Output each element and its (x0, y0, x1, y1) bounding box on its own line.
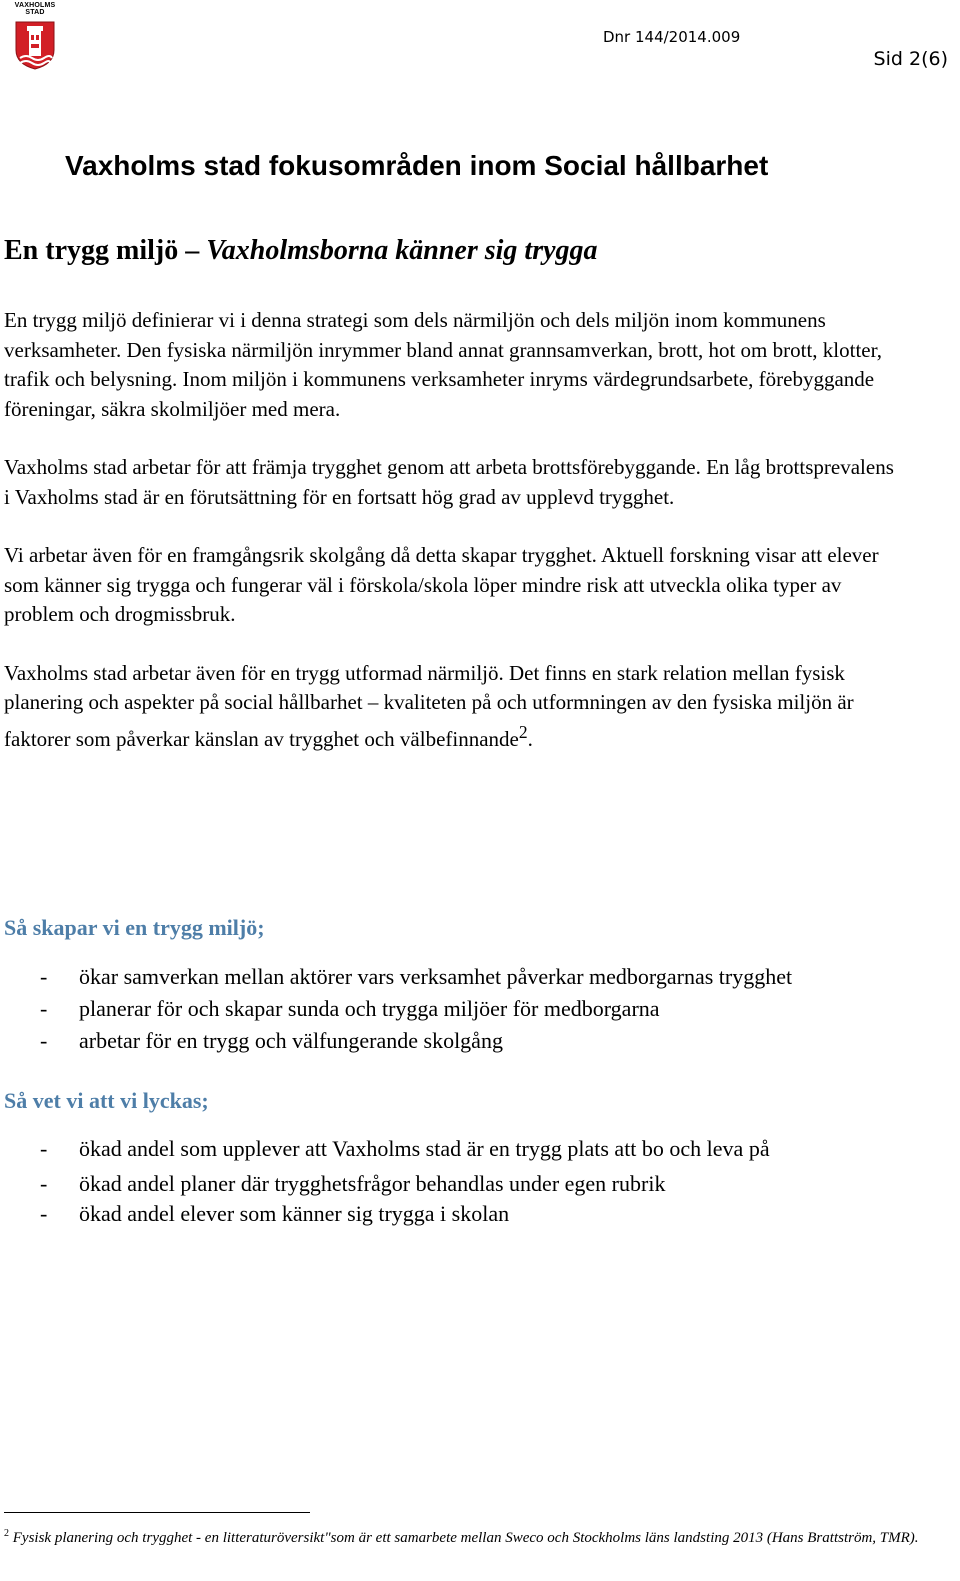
list-dash: - (40, 1171, 48, 1196)
page-number: Sid 2(6) (873, 48, 948, 70)
footnote (4, 1524, 934, 1548)
list-dash: - (40, 996, 48, 1021)
municipality-logo (10, 2, 60, 70)
paragraph-1: En trygg miljö definierar vi i denna strategi som dels närmiljön och dels miljön inom kommunens verksamheter. Den fysiska närmiljön inrymmer bland annat grannsamverkan, brott, hot om brott, klotter, trafik och belysning. Inom miljön i kommunens verksamheter inryms värdegrundsarbete, förebyggande föreningar, säkra skolmiljöer med mera. (4, 308, 883, 421)
how-list (4, 961, 924, 1057)
list-item-text: arbetar för en trygg och välfungerande skolgång (79, 1028, 503, 1053)
section-heading-success: Så vet vi att vi lyckas; (4, 1088, 209, 1113)
coat-of-arms-icon (14, 20, 56, 70)
footnote-divider (4, 1512, 310, 1513)
document-number: Dnr 144/2014.009 (603, 28, 741, 46)
list-item (4, 993, 924, 1025)
footnote-number: 2 (4, 1528, 9, 1539)
footnote-reference: 2 (518, 721, 528, 742)
list-item-text: ökar samverkan mellan aktörer vars verksamhet påverkar medborgarnas trygghet (79, 964, 793, 989)
logo-text: VAXHOLMS STAD (14, 2, 56, 16)
success-list (4, 1133, 924, 1229)
paragraph-2: Vaxholms stad arbetar för att främja trygghet genom att arbeta brottsförebyggande. En låg brottsprevalens i Vaxholms stad är en förutsättning för en fortsatt hög grad av upplevd trygghet. (4, 455, 894, 509)
list-item-text: ökad andel planer där trygghetsfrågor behandlas under egen rubrik (79, 1171, 666, 1196)
footnote-text: Fysisk planering och trygghet - en litteraturöversikt"som är ett samarbete mellan Sweco och Stockholms läns landsting 2013 (Hans Brattström, TMR). (9, 1530, 919, 1546)
list-item-text: planerar för och skapar sunda och trygga miljöer för medborgarna (79, 996, 660, 1021)
paragraph-3: Vi arbetar även för en framgångsrik skolgång då detta skapar trygghet. Aktuell forskning visar att elever som känner sig trygga och fungerar väl i förskola/skola löper mindre risk att utveckla olika typer av problem och drogmissbruk. (4, 543, 879, 626)
paragraph-4-text: Vaxholms stad arbetar även för en trygg utformad närmiljö. Det finns en stark relation mellan fysisk planering och aspekter på social hållbarhet – kvaliteten på och utformningen av den fysiska miljön är faktorer som påverkar känslan av trygghet och välbefinnande (4, 660, 854, 751)
list-item-text: ökad andel som upplever att Vaxholms stad är en trygg plats att bo och leva på (79, 1136, 770, 1161)
list-dash: - (40, 1028, 48, 1053)
list-item-text: ökad andel elever som känner sig trygga i skolan (79, 1201, 510, 1226)
list-dash: - (40, 1136, 48, 1161)
list-item (4, 1169, 924, 1199)
paragraph-4 (4, 659, 904, 755)
list-dash: - (40, 964, 48, 989)
section-heading-how: Så skapar vi en trygg miljö; (4, 915, 265, 940)
list-item (4, 1199, 924, 1229)
list-item (4, 961, 924, 993)
list-dash: - (40, 1201, 48, 1226)
paragraph-4-end: . (527, 726, 533, 751)
list-item (4, 1133, 924, 1165)
section-title (4, 235, 598, 267)
page-title: Vaxholms stad fokusområden inom Social hållbarhet (65, 150, 769, 181)
body-text (4, 306, 904, 783)
section-title-italic: Vaxholmsborna känner sig trygga (206, 235, 598, 266)
list-item (4, 1025, 924, 1057)
section-title-plain: En trygg miljö – (4, 235, 207, 266)
